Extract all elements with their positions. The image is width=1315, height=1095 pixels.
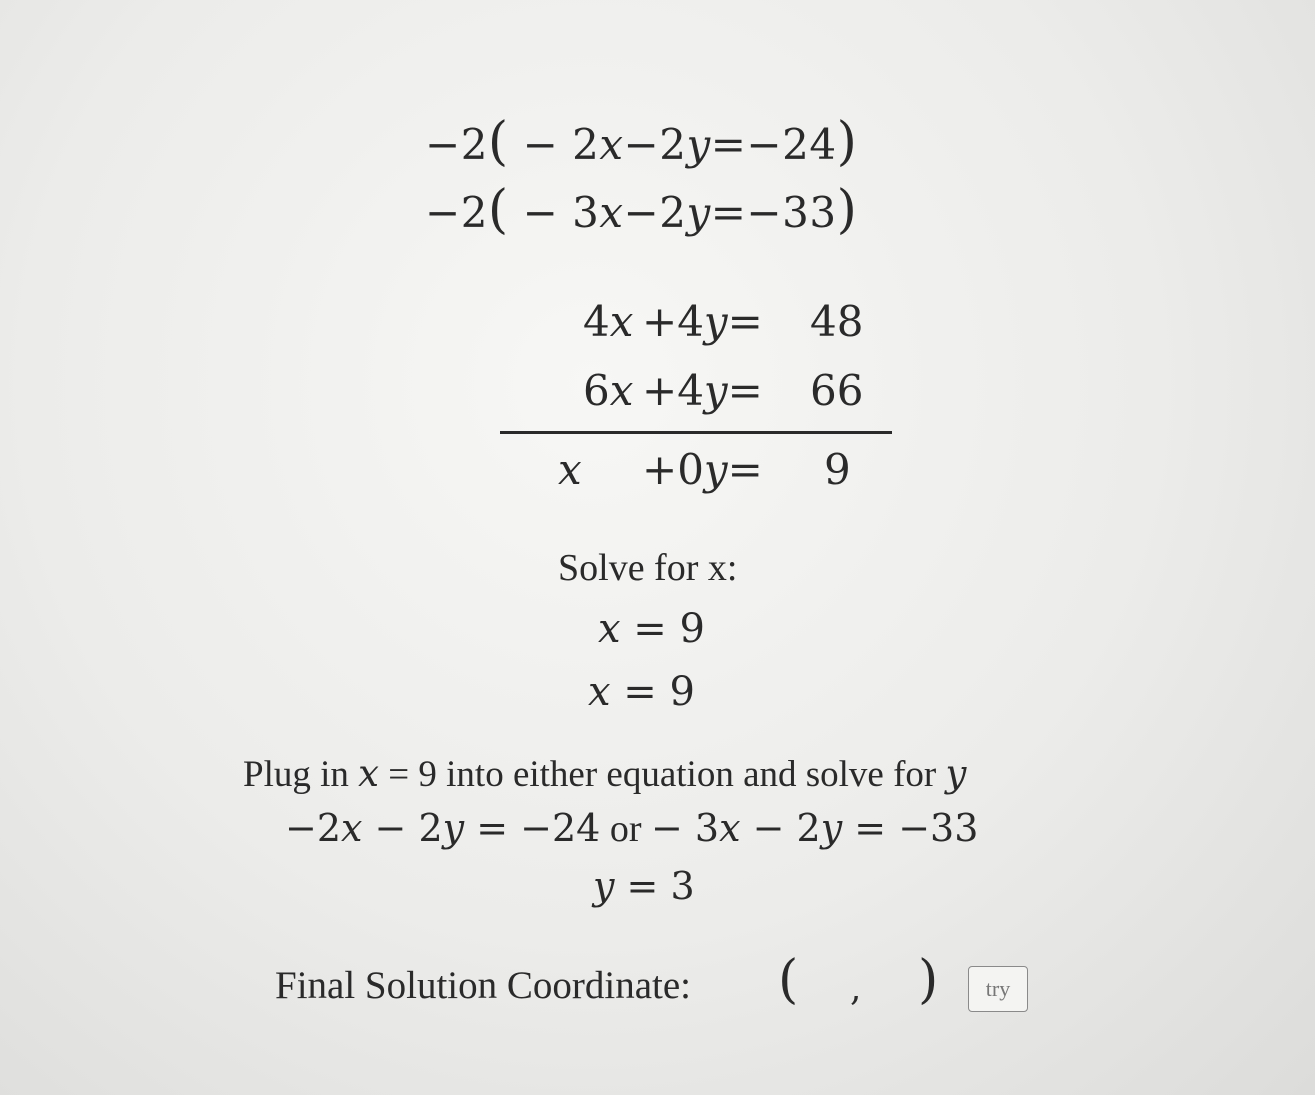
stack-row-1-x-term: 4x [583, 297, 634, 346]
solve-for-x-heading: Solve for x: [558, 547, 738, 589]
stack-row-3-y-term: +0y= [642, 445, 763, 494]
stack-row-1-rhs: 48 [810, 297, 864, 346]
try-button[interactable]: try [968, 966, 1028, 1012]
multiplied-equation-2: −2( − 3x−2y=−33) [425, 180, 858, 240]
coordinate-x-input[interactable] [805, 962, 849, 1014]
coefficient-y: 2 [659, 188, 687, 237]
candidate-equations: −2x − 2y = −24 or − 3x − 2y = −33 [285, 806, 979, 850]
multiplied-equation-1: −2( − 2x−2y=−24) [425, 112, 858, 172]
multiplier: −2 [425, 188, 488, 237]
coordinate-y-input[interactable] [870, 962, 914, 1014]
multiplier: −2 [425, 120, 488, 169]
stack-row-1-y-term: +4y= [642, 297, 763, 346]
coordinate-comma: , [850, 968, 862, 1009]
rhs: −33 [746, 188, 837, 237]
stack-row-2-y-term: +4y= [642, 366, 763, 415]
rhs: −24 [746, 120, 837, 169]
coefficient-x: 2 [572, 120, 600, 169]
stack-row-3-x-term: x [558, 445, 582, 494]
coordinate-open-paren: ( [778, 950, 799, 1010]
coordinate-close-paren: ) [918, 950, 939, 1010]
coefficient-y: 2 [659, 120, 687, 169]
plug-in-instruction: Plug in x = 9 into either equation and solve for y [243, 752, 967, 795]
stack-row-2-x-term: 6x [583, 366, 634, 415]
x-solution-line-1: x = 9 [598, 606, 705, 652]
x-solution-line-2: x = 9 [588, 669, 695, 715]
sum-divider-line [500, 431, 892, 434]
stack-row-2-rhs: 66 [810, 366, 864, 415]
final-solution-label: Final Solution Coordinate: [275, 964, 691, 1007]
stack-row-3-rhs: 9 [824, 445, 851, 494]
coefficient-x: 3 [572, 188, 600, 237]
y-solution: y = 3 [593, 864, 695, 908]
